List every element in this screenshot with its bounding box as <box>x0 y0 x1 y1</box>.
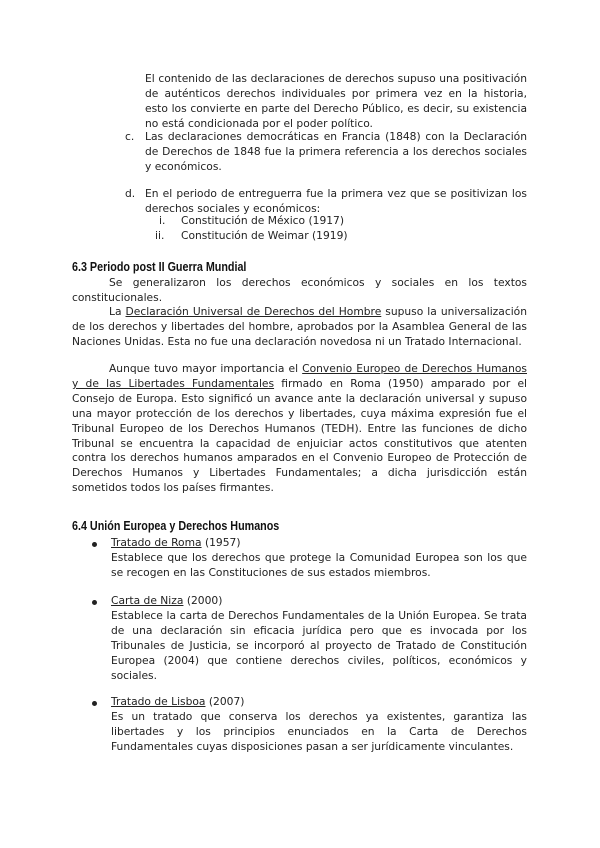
bullet-icon <box>92 600 97 605</box>
carta-niza-item: Carta de Niza (2000) Establece la carta de Derechos Fundamentales de la Unión Europea. Se trata de una declaración sin eficacia jurídica pero que es invocada por los Tribunales de Justicia, se incorporó al proyecto de Tratado de Constitución Europea (2004) que contiene derechos civiles, políticos, económicos y sociales. <box>111 594 527 682</box>
subitem-ii-text: Constitución de Weimar (1919) <box>181 229 348 242</box>
section-63-paragraph-3: Aunque tuvo mayor importancia el Convenio Europeo de Derechos Humanos y de las Libertades Fundamentales firmado en Roma (1950) amparado por el Consejo de Europa. Esto significó un avance ante la declaración universal y supuso una mayor protección de los derechos y libertades, cuya máxima expresión fue el Tribunal Europeo de los Derechos Humanos (TEDH). Entre las funciones de dicho Tribunal se encuentra la capacidad de enjuiciar actos constitutivos que atenten contra los derechos humanos amparados en el Convenio Europeo de Protección de Derechos Humanos y Libertades Fundamentales; a dicha jurisdicción están sometidos todos los países firmantes. <box>72 362 527 495</box>
convenio-europeo-link[interactable]: Convenio Europeo de Derechos Humanos y de las Libertades Fundamentales <box>72 362 527 390</box>
section-63-paragraph-1: Se generalizaron los derechos económicos y sociales en los textos constitucionales. <box>72 276 527 304</box>
section-63-paragraph-2: La Declaración Universal de Derechos del Hombre supuso la universalización de los derechos y libertades del hombre, aprobados por la Asamblea General de las Naciones Unidas. Esta no fue una declaración novedosa ni un Tratado Internacional. <box>72 305 527 348</box>
item-d-marker: d. <box>125 187 136 200</box>
section-63-heading: 6.3 Periodo post II Guerra Mundial <box>72 260 247 274</box>
subitem-i-text: Constitución de México (1917) <box>181 214 345 227</box>
section-64-heading: 6.4 Unión Europea y Derechos Humanos <box>72 519 280 533</box>
bullet-icon <box>92 701 97 706</box>
item-d-text: En el periodo de entreguerra fue la primera vez que se positivizan los derechos sociales y económicos: <box>145 187 527 215</box>
intro-paragraph: El contenido de las declaraciones de derechos supuso una positivación de auténticos derechos individuales por primera vez en la historia, esto los convierte en parte del Derecho Público, es decir, su existencia no está condicionada por el poder político. <box>145 72 527 130</box>
tratado-roma-item: Tratado de Roma (1957) Establece que los derechos que protege la Comunidad Europea son los que se recogen en las Constituciones de sus estados miembros. <box>111 536 527 579</box>
item-c-marker: c. <box>125 130 135 143</box>
subitem-i-marker: i. <box>159 214 166 227</box>
tratado-lisboa-item: Tratado de Lisboa (2007) Es un tratado que conserva los derechos ya existentes, garantiza las libertades y los principios enunciados en la Carta de Derechos Fundamentales cuyas disposiciones pasan a ser jurídicamente vinculantes. <box>111 695 527 753</box>
carta-niza-link[interactable]: Carta de Niza <box>111 594 184 607</box>
item-c-text: Las declaraciones democráticas en Francia (1848) con la Declaración de Derechos de 1848 fue la primera referencia a los derechos sociales y económicos. <box>145 130 527 173</box>
tratado-roma-link[interactable]: Tratado de Roma <box>111 536 202 549</box>
subitem-ii-marker: ii. <box>155 229 165 242</box>
bullet-icon <box>92 542 97 547</box>
tratado-lisboa-link[interactable]: Tratado de Lisboa <box>111 695 206 708</box>
declaracion-universal-link[interactable]: Declaración Universal de Derechos del Hombre <box>125 305 382 318</box>
